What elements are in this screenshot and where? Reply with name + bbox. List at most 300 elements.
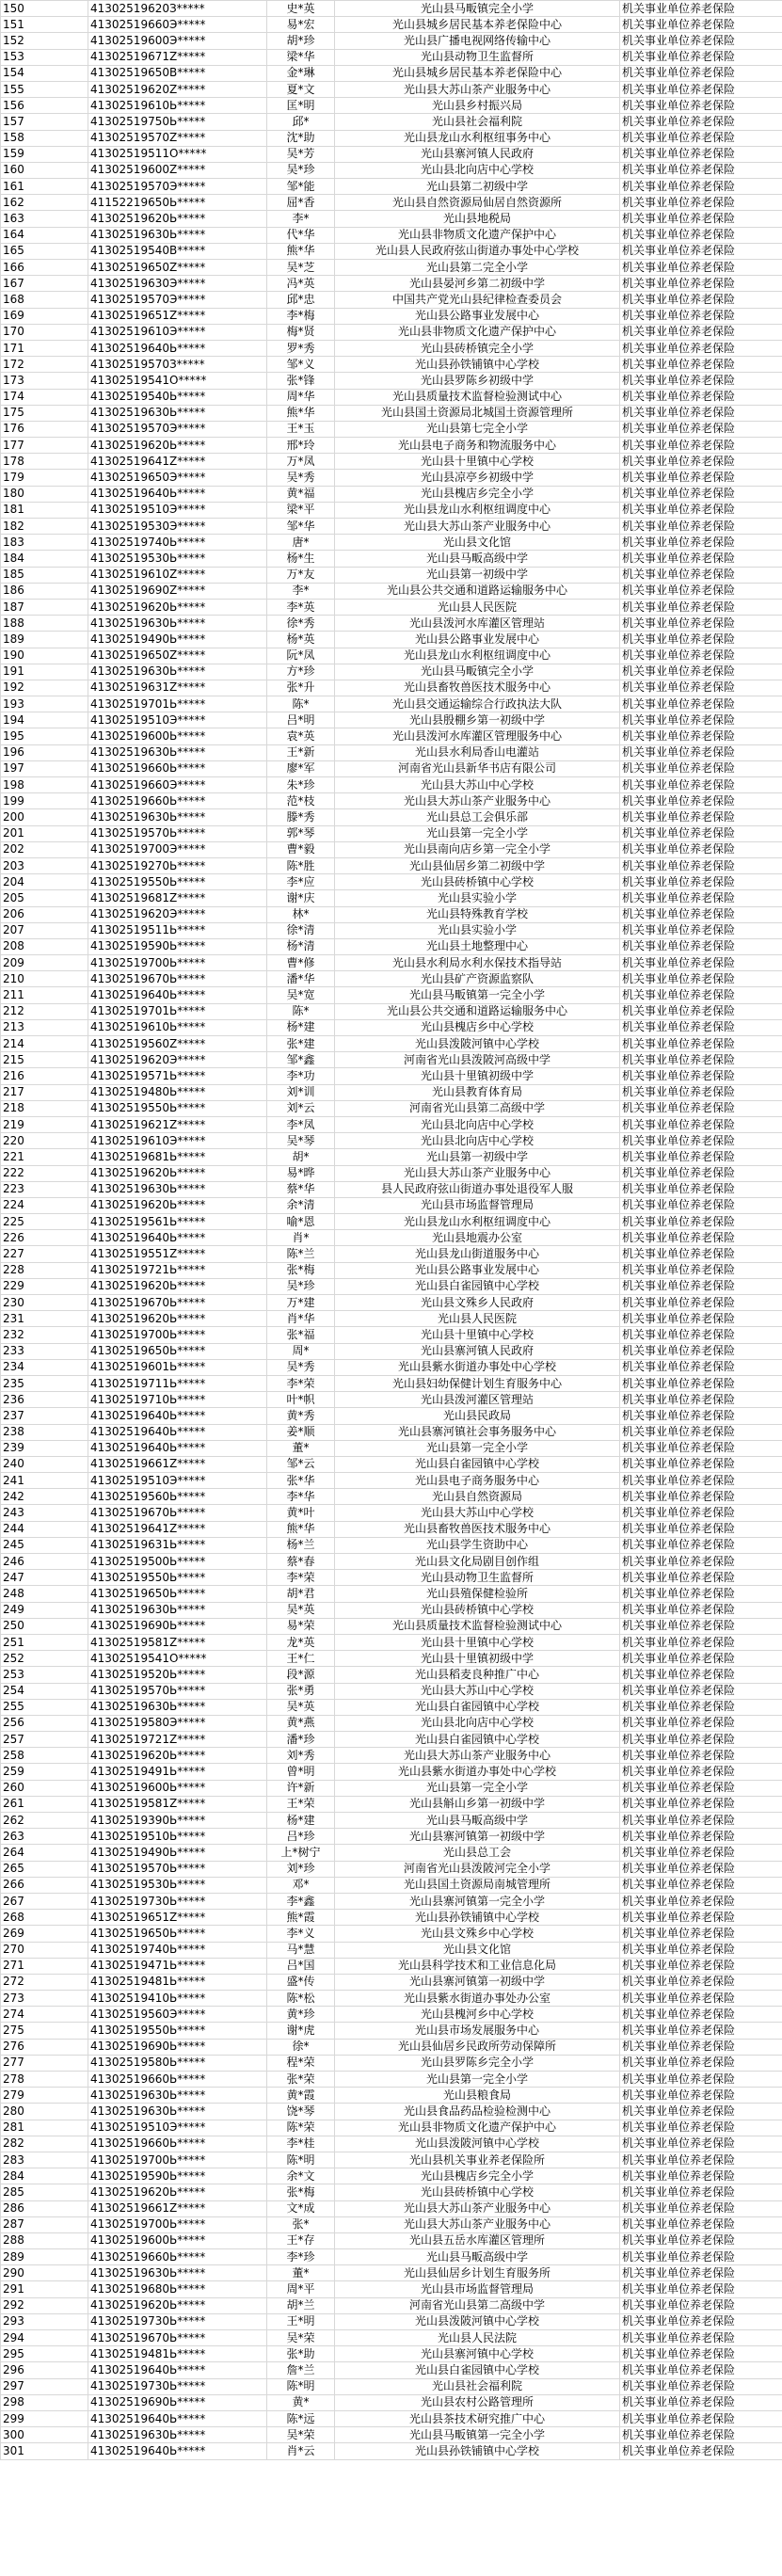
id-number: 41302519721Ь***** (88, 1262, 267, 1278)
work-unit: 光山县第一初级中学 (335, 1149, 620, 1165)
insurance-type: 机关事业单位养老保险 (620, 2427, 782, 2443)
insurance-type: 机关事业单位养老保险 (620, 1537, 782, 1553)
table-row (1, 308, 782, 324)
id-number: 41302519630Ь***** (88, 1699, 267, 1715)
table-row (1, 357, 782, 373)
insurance-type: 机关事业单位养老保险 (620, 1375, 782, 1391)
id-number: 41302519650Z***** (88, 260, 267, 276)
work-unit: 光山县紫水街道办事处办公室 (335, 1991, 620, 2007)
person-name: 陈* (267, 1003, 335, 1019)
person-name: 周*华 (267, 389, 335, 405)
table-row (1, 519, 782, 535)
insurance-type: 机关事业单位养老保险 (620, 1019, 782, 1035)
row-number: 276 (1, 2039, 88, 2055)
table-row (1, 1796, 782, 1812)
id-number: 41302519630Ь***** (88, 616, 267, 632)
table-row (1, 1278, 782, 1294)
row-number: 172 (1, 357, 88, 373)
row-number: 196 (1, 744, 88, 760)
work-unit: 光山县电子商务和物流服务中心 (335, 438, 620, 454)
work-unit: 光山县寨河镇第一初级中学 (335, 1974, 620, 1990)
insurance-type: 机关事业单位养老保险 (620, 680, 782, 696)
insurance-type: 机关事业单位养老保险 (620, 1036, 782, 1052)
table-row (1, 227, 782, 243)
insurance-type: 机关事业单位养老保险 (620, 1197, 782, 1213)
id-number: 41302519681Ь***** (88, 1149, 267, 1165)
id-number: 41302519590Ь***** (88, 2168, 267, 2184)
insurance-type: 机关事业单位养老保险 (620, 389, 782, 405)
row-number: 160 (1, 162, 88, 178)
person-name: 廖*军 (267, 760, 335, 776)
insurance-type: 机关事业单位养老保险 (620, 1958, 782, 1974)
table-row (1, 98, 782, 114)
person-name: 沈*助 (267, 130, 335, 146)
row-number: 187 (1, 599, 88, 615)
id-number: 41302519711Ь***** (88, 1375, 267, 1391)
person-name: 杨*建 (267, 1813, 335, 1829)
work-unit: 光山县槐河乡中心学校 (335, 2007, 620, 2023)
insurance-type: 机关事业单位养老保险 (620, 1991, 782, 2007)
table-row (1, 502, 782, 518)
table-row (1, 1715, 782, 1731)
row-number: 224 (1, 1197, 88, 1213)
insurance-type: 机关事业单位养老保险 (620, 195, 782, 211)
table-row (1, 2410, 782, 2426)
row-number: 205 (1, 890, 88, 906)
person-name: 许*新 (267, 1780, 335, 1796)
person-name: 刘*珍 (267, 1861, 335, 1877)
id-number: 41302519650Ь***** (88, 1343, 267, 1359)
id-number: 41302519700Ь***** (88, 955, 267, 971)
insurance-type: 机关事业单位养老保险 (620, 809, 782, 825)
row-number: 247 (1, 1570, 88, 1586)
table-row (1, 2007, 782, 2023)
table-row (1, 680, 782, 696)
table-row (1, 1651, 782, 1667)
work-unit: 光山县马畈镇完全小学 (335, 664, 620, 680)
work-unit: 光山县市场监督管理局 (335, 2281, 620, 2297)
row-number: 188 (1, 616, 88, 632)
id-number: 41302519661Z***** (88, 2200, 267, 2216)
work-unit: 光山县社会福利院 (335, 2378, 620, 2394)
insurance-type: 机关事业单位养老保险 (620, 357, 782, 373)
work-unit: 光山县国土资源局南城管理所 (335, 1877, 620, 1893)
person-name: 潘*华 (267, 971, 335, 987)
row-number: 254 (1, 1683, 88, 1699)
table-row (1, 551, 782, 567)
row-number: 182 (1, 519, 88, 535)
id-number: 41302519630Ь***** (88, 1602, 267, 1618)
person-name: 胡*珍 (267, 33, 335, 49)
person-name: 吕*珍 (267, 1829, 335, 1845)
insurance-type: 机关事业单位养老保险 (620, 1165, 782, 1181)
person-name: 叶*帜 (267, 1392, 335, 1408)
row-number: 177 (1, 438, 88, 454)
person-name: 饶*琴 (267, 2104, 335, 2120)
insurance-type: 机关事业单位养老保险 (620, 1715, 782, 1731)
insurance-type: 机关事业单位养老保险 (620, 114, 782, 130)
person-name: 邹*鑫 (267, 1052, 335, 1068)
row-number: 207 (1, 922, 88, 938)
table-row (1, 1359, 782, 1375)
id-number: 41302519630Ь***** (88, 2265, 267, 2281)
insurance-type: 机关事业单位养老保险 (620, 405, 782, 421)
id-number: 41302519651Z***** (88, 308, 267, 324)
work-unit: 中国共产党光山县纪律检查委员会 (335, 292, 620, 308)
insurance-type: 机关事业单位养老保险 (620, 825, 782, 841)
id-number: 41302519570Z***** (88, 130, 267, 146)
insurance-type: 机关事业单位养老保险 (620, 1634, 782, 1650)
person-name: 张*福 (267, 1327, 335, 1343)
person-name: 万*友 (267, 567, 335, 583)
id-number: 41302519630Ь***** (88, 227, 267, 243)
table-row (1, 1813, 782, 1829)
insurance-type: 机关事业单位养老保险 (620, 1748, 782, 1764)
work-unit: 光山县白雀园镇中心学校 (335, 1278, 620, 1294)
person-name: 滕*秀 (267, 809, 335, 825)
work-unit: 光山县龙山水利枢纽调度中心 (335, 502, 620, 518)
person-name: 吴*珍 (267, 1278, 335, 1294)
insurance-type: 机关事业单位养老保险 (620, 1424, 782, 1440)
table-row (1, 1181, 782, 1197)
person-name: 陈* (267, 696, 335, 712)
row-number: 165 (1, 243, 88, 259)
insurance-type: 机关事业单位养老保险 (620, 2055, 782, 2071)
id-number: 41302519641Z***** (88, 454, 267, 470)
id-number: 41302519541О***** (88, 1651, 267, 1667)
table-row (1, 1197, 782, 1213)
insurance-type: 机关事业单位养老保险 (620, 292, 782, 308)
table-row (1, 2378, 782, 2394)
work-unit: 光山县寨河镇人民政府 (335, 146, 620, 162)
row-number: 290 (1, 2265, 88, 2281)
table-row (1, 1084, 782, 1100)
insurance-type: 机关事业单位养老保险 (620, 2265, 782, 2281)
insurance-type: 机关事业单位养老保险 (620, 616, 782, 632)
insurance-type: 机关事业单位养老保险 (620, 2362, 782, 2378)
id-number: 41302519481Ь***** (88, 1974, 267, 1990)
table-row (1, 276, 782, 292)
row-number: 153 (1, 49, 88, 65)
person-name: 王*存 (267, 2232, 335, 2248)
row-number: 151 (1, 17, 88, 33)
insurance-type: 机关事业单位养老保险 (620, 583, 782, 599)
table-row (1, 1165, 782, 1181)
insurance-type: 机关事业单位养老保险 (620, 2216, 782, 2232)
insurance-type: 机关事业单位养老保险 (620, 664, 782, 680)
insurance-type: 机关事业单位养老保险 (620, 567, 782, 583)
person-name: 万*建 (267, 1295, 335, 1311)
row-number: 281 (1, 2120, 88, 2136)
row-number: 195 (1, 728, 88, 744)
table-row (1, 1116, 782, 1132)
id-number: 41302519700Ь***** (88, 2216, 267, 2232)
person-name: 刘*云 (267, 1100, 335, 1116)
person-name: 黄* (267, 2394, 335, 2410)
id-number: 41302519570Э***** (88, 292, 267, 308)
insurance-type: 机关事业单位养老保险 (620, 1845, 782, 1861)
person-name: 黄*霞 (267, 2088, 335, 2104)
id-number: 41302519660Э***** (88, 17, 267, 33)
table-row (1, 421, 782, 437)
insurance-type: 机关事业单位养老保险 (620, 2330, 782, 2346)
row-number: 259 (1, 1764, 88, 1780)
table-row (1, 33, 782, 49)
insurance-type: 机关事业单位养老保险 (620, 502, 782, 518)
id-number: 41302519630Ь***** (88, 2104, 267, 2120)
insurance-type: 机关事业单位养老保险 (620, 1116, 782, 1132)
id-number: 41302519620Ь***** (88, 2184, 267, 2200)
table-row (1, 1440, 782, 1456)
table-row (1, 2281, 782, 2297)
person-name: 吴*芝 (267, 260, 335, 276)
person-name: 张*升 (267, 680, 335, 696)
insurance-type: 机关事业单位养老保险 (620, 2394, 782, 2410)
work-unit: 光山县龙山水利枢纽调度中心 (335, 1214, 620, 1230)
work-unit: 光山县质量技术监督检验测试中心 (335, 1618, 620, 1634)
work-unit: 河南省光山县泼陂河完全小学 (335, 1861, 620, 1877)
table-row (1, 2394, 782, 2410)
id-number: 41302519600Ь***** (88, 2232, 267, 2248)
person-name: 肖*云 (267, 2443, 335, 2459)
table-row (1, 1392, 782, 1408)
table-row (1, 1521, 782, 1537)
table-row (1, 583, 782, 599)
insurance-type: 机关事业单位养老保险 (620, 712, 782, 728)
work-unit: 光山县白雀园镇中心学校 (335, 1732, 620, 1748)
person-name: 阮*凤 (267, 648, 335, 664)
person-name: 张*建 (267, 1036, 335, 1052)
row-number: 217 (1, 1084, 88, 1100)
table-row (1, 2265, 782, 2281)
work-unit: 光山县晏河乡第二初级中学 (335, 276, 620, 292)
work-unit: 光山县泼河水库灌区管理服务中心 (335, 728, 620, 744)
work-unit: 光山县马畈高级中学 (335, 551, 620, 567)
id-number: 41302519581Z***** (88, 1796, 267, 1812)
row-number: 178 (1, 454, 88, 470)
row-number: 285 (1, 2184, 88, 2200)
insurance-type: 机关事业单位养老保险 (620, 1456, 782, 1472)
table-row (1, 2152, 782, 2168)
work-unit: 光山县大苏山茶产业服务中心 (335, 2216, 620, 2232)
person-name: 王*新 (267, 744, 335, 760)
person-name: 吴*芳 (267, 146, 335, 162)
insurance-type: 机关事业单位养老保险 (620, 1829, 782, 1845)
id-number: 41302519570Э***** (88, 179, 267, 195)
insurance-type: 机关事业单位养老保险 (620, 535, 782, 551)
insurance-type: 机关事业单位养老保险 (620, 260, 782, 276)
table-row (1, 243, 782, 259)
insurance-type: 机关事业单位养老保险 (620, 1100, 782, 1116)
person-name: 周*平 (267, 2281, 335, 2297)
row-number: 265 (1, 1861, 88, 1877)
table-row (1, 17, 782, 33)
id-number: 41302519471Ь***** (88, 1958, 267, 1974)
insurance-type: 机关事业单位养老保险 (620, 373, 782, 389)
person-name: 张* (267, 2216, 335, 2232)
work-unit: 光山县北向店中心学校 (335, 162, 620, 178)
row-number: 199 (1, 793, 88, 809)
insurance-type: 机关事业单位养老保险 (620, 1473, 782, 1489)
work-unit: 光山县公路事业发展中心 (335, 308, 620, 324)
row-number: 244 (1, 1521, 88, 1537)
work-unit: 光山县国土资源局北城国土资源管理所 (335, 405, 620, 421)
person-name: 邹*华 (267, 519, 335, 535)
id-number: 41302519620Ь***** (88, 1278, 267, 1294)
person-name: 李* (267, 583, 335, 599)
person-name: 黄*叶 (267, 1505, 335, 1521)
table-row (1, 179, 782, 195)
person-name: 上*树宁 (267, 1845, 335, 1861)
work-unit: 光山县十里镇初级中学 (335, 1068, 620, 1084)
insurance-type: 机关事业单位养老保险 (620, 1521, 782, 1537)
table-row (1, 1764, 782, 1780)
work-unit: 县人民政府弦山街道办事处退役军人服 (335, 1181, 620, 1197)
id-number: 41302519630Ь***** (88, 664, 267, 680)
row-number: 191 (1, 664, 88, 680)
work-unit: 光山县大苏山茶产业服务中心 (335, 81, 620, 97)
insurance-type: 机关事业单位养老保险 (620, 1181, 782, 1197)
table-row (1, 1327, 782, 1343)
work-unit: 光山县质量技术监督检验测试中心 (335, 389, 620, 405)
person-name: 杨*清 (267, 938, 335, 954)
table-row (1, 1262, 782, 1278)
id-number: 41152219650Ь***** (88, 195, 267, 211)
id-number: 41302519601Ь***** (88, 1359, 267, 1375)
work-unit: 光山县教育体育局 (335, 1084, 620, 1100)
insurance-type: 机关事业单位养老保险 (620, 65, 782, 81)
person-name: 熊*华 (267, 243, 335, 259)
row-number: 269 (1, 1926, 88, 1942)
row-number: 298 (1, 2394, 88, 2410)
table-row (1, 114, 782, 130)
id-number: 41302519620Ь***** (88, 1197, 267, 1213)
id-number: 41302519551Z***** (88, 1246, 267, 1262)
work-unit: 光山县公共交通和道路运输服务中心 (335, 1003, 620, 1019)
table-row (1, 1295, 782, 1311)
work-unit: 光山县交通运输综合行政执法大队 (335, 696, 620, 712)
work-unit: 光山县寨河镇中心学校 (335, 2346, 620, 2362)
insurance-type: 机关事业单位养老保险 (620, 760, 782, 776)
table-row (1, 1586, 782, 1602)
row-number: 211 (1, 987, 88, 1003)
table-row (1, 2427, 782, 2443)
table-row (1, 567, 782, 583)
insurance-type: 机关事业单位养老保险 (620, 324, 782, 340)
row-number: 176 (1, 421, 88, 437)
insurance-type: 机关事业单位养老保险 (620, 1796, 782, 1812)
work-unit: 光山县斛山乡第一初级中学 (335, 1796, 620, 1812)
table-row (1, 1958, 782, 1974)
work-unit: 光山县学生资助中心 (335, 1537, 620, 1553)
id-number: 41302519621Z***** (88, 1116, 267, 1132)
work-unit: 光山县孙铁铺镇中心学校 (335, 2443, 620, 2459)
row-number: 173 (1, 373, 88, 389)
id-number: 41302519570З***** (88, 357, 267, 373)
work-unit: 光山县妇幼保健计划生育服务中心 (335, 1375, 620, 1391)
table-row (1, 340, 782, 356)
work-unit: 河南省光山县第二高级中学 (335, 2297, 620, 2313)
id-number: 41302519700Э***** (88, 841, 267, 857)
row-number: 260 (1, 1780, 88, 1796)
person-name: 李*荣 (267, 1570, 335, 1586)
id-number: 41302519390Ь***** (88, 1813, 267, 1829)
person-name: 易*荣 (267, 1618, 335, 1634)
row-number: 183 (1, 535, 88, 551)
id-number: 41302519600Z***** (88, 162, 267, 178)
table-row (1, 1246, 782, 1262)
work-unit: 光山县槐店乡完全小学 (335, 2168, 620, 2184)
table-row (1, 1602, 782, 1618)
id-number: 41302519541О***** (88, 373, 267, 389)
table-row (1, 2168, 782, 2184)
row-number: 238 (1, 1424, 88, 1440)
insurance-type: 机关事业单位养老保险 (620, 955, 782, 971)
row-number: 256 (1, 1715, 88, 1731)
row-number: 268 (1, 1910, 88, 1926)
row-number: 248 (1, 1586, 88, 1602)
row-number: 190 (1, 648, 88, 664)
work-unit: 光山县仙居乡第二初级中学 (335, 857, 620, 873)
person-name: 张*梅 (267, 2184, 335, 2200)
id-number: 41302519630Ь***** (88, 1181, 267, 1197)
person-name: 金*琳 (267, 65, 335, 81)
person-name: 范*枝 (267, 793, 335, 809)
work-unit: 光山县槐店乡完全小学 (335, 486, 620, 502)
row-number: 257 (1, 1732, 88, 1748)
person-name: 朱*珍 (267, 777, 335, 793)
row-number: 170 (1, 324, 88, 340)
table-row (1, 1456, 782, 1472)
table-row (1, 1489, 782, 1505)
id-number: 41302519530Ь***** (88, 551, 267, 567)
insurance-type: 机关事业单位养老保险 (620, 938, 782, 954)
person-name: 杨*兰 (267, 1537, 335, 1553)
work-unit: 光山县非物质文化遗产保护中心 (335, 227, 620, 243)
person-name: 杨*建 (267, 1019, 335, 1035)
row-number: 300 (1, 2427, 88, 2443)
person-name: 吴*英 (267, 1602, 335, 1618)
person-name: 罗*秀 (267, 340, 335, 356)
row-number: 245 (1, 1537, 88, 1553)
id-number: 41302519560Ь***** (88, 1489, 267, 1505)
table-row (1, 1926, 782, 1942)
row-number: 279 (1, 2088, 88, 2104)
insurance-type: 机关事业单位养老保险 (620, 1780, 782, 1796)
row-number: 184 (1, 551, 88, 567)
work-unit: 光山县农村公路管理所 (335, 2394, 620, 2410)
row-number: 284 (1, 2168, 88, 2184)
row-number: 189 (1, 632, 88, 648)
table-row (1, 2362, 782, 2378)
insurance-type: 机关事业单位养老保险 (620, 49, 782, 65)
row-number: 263 (1, 1829, 88, 1845)
table-row (1, 2088, 782, 2104)
work-unit: 光山县茶技术研究推广中心 (335, 2410, 620, 2426)
insurance-type: 机关事业单位养老保险 (620, 1068, 782, 1084)
insurance-type: 机关事业单位养老保险 (620, 1133, 782, 1149)
insurance-type: 机关事业单位养老保险 (620, 454, 782, 470)
person-name: 马*慧 (267, 1942, 335, 1958)
person-name: 吴*英 (267, 1699, 335, 1715)
person-name: 肖* (267, 1230, 335, 1246)
id-number: 41302519640Ь***** (88, 2443, 267, 2459)
insurance-type: 机关事业单位养老保险 (620, 1651, 782, 1667)
insurance-type: 机关事业单位养老保险 (620, 744, 782, 760)
row-number: 289 (1, 2249, 88, 2265)
work-unit: 光山县龙山水利枢纽事务中心 (335, 130, 620, 146)
insurance-type: 机关事业单位养老保险 (620, 1084, 782, 1100)
